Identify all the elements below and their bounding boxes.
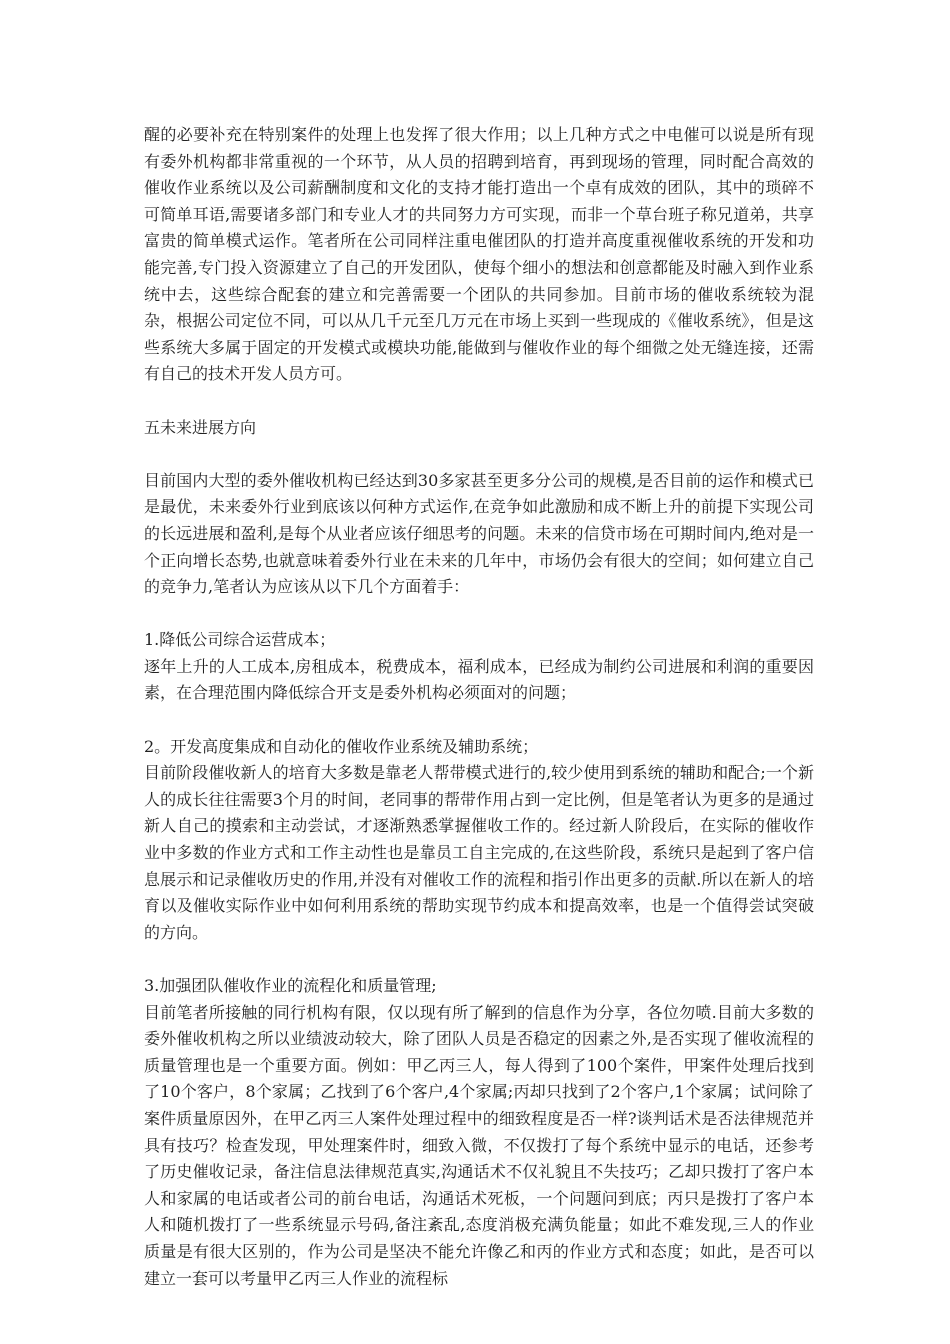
paragraph-spacer — [144, 946, 814, 973]
item-body-3: 目前笔者所接触的同行机构有限，仅以现有所了解到的信息作为分享，各位勿喷.目前大多数的委外催收机构之所以业绩波动较大，除了团队人员是否稳定的因素之外,是否实现了催收流程的质量管理也是一个重要方面。例如：甲乙丙三人，每人得到了100个案件，甲案件处理后找到了10个客户，8个家属；乙找到了6个客户,4个家属;丙却只找到了2个客户,1个家属；试问除了案件质量原因外，在甲乙丙三人案件处理过程中的细致程度是否一样?谈判话术是否法律规范并具有技巧？检查发现，甲处理案件时，细致入微，不仅拨打了每个系统中显示的电话，还参考了历史催收记录，备注信息法律规范真实,沟通话术不仅礼貌且不失技巧；乙却只拨打了客户本人和家属的电话或者公司的前台电话，沟通话术死板，一个问题问到底；丙只是拨打了客户本人和随机拨打了一些系统显示号码,备注紊乱,态度消极充满负能量；如此不难发现,三人的作业质量是有很大区别的，作为公司是坚决不能允许像乙和丙的作业方式和态度；如此，是否可以建立一套可以考量甲乙丙三人作业的流程标 — [144, 1002, 814, 1288]
body-paragraph-1: 醒的必要补充在特别案件的处理上也发挥了很大作用；以上几种方式之中电催可以说是所有现有委外机构都非常重视的一个环节，从人员的招聘到培育，再到现场的管理，同时配合高效的催收作业系统以及公司薪酬制度和文化的支持才能打造出一个卓有成效的团队，其中的琐碎不可简单耳语,需要诸多部门和专业人才的共同努力方可实现，而非一个草台班子称兄道弟，共享富贵的简单模式运作。笔者所在公司同样注重电催团队的打造并高度重视催收系统的开发和功能完善,专门投入资源建立了自己的开发团队，使每个细小的想法和创意都能及时融入到作业系统中去，这些综合配套的建立和完善需要一个团队的共同参加。目前市场的催收系统较为混杂，根据公司定位不同，可以从几千元至几万元在市场上买到一些现成的《催收系统》，但是这些系统大多属于固定的开发模式或模块功能,能做到与催收作业的每个细微之处无缝连接，还需有自己的技术开发人员方可。 — [144, 125, 814, 384]
body-paragraph-2: 目前国内大型的委外催收机构已经达到30多家甚至更多分公司的规模,是否目前的运作和模式已是最优，未来委外行业到底该以何种方式运作,在竞争如此激励和成不断上升的前提下实现公司的长远进展和盈利,是每个从业者应该仔细思考的问题。未来的信贷市场在可期时间内,绝对是一个正向增长态势,也就意味着委外行业在未来的几年中，市场仍会有很大的空间；如何建立自己的竞争力,笔者认为应该从以下几个方面着手： — [144, 470, 814, 597]
paragraph-spacer — [144, 707, 814, 734]
paragraph-spacer — [144, 441, 814, 468]
item-body-2: 目前阶段催收新人的培育大多数是靠老人帮带模式进行的,较少使用到系统的辅助和配合;一个新人的成长往往需要3个月的时间，老同事的帮带作用占到一定比例，但是笔者认为更多的是通过新人自己的摸索和主动尝试，才逐渐熟悉掌握催收工作的。经过新人阶段后，在实际的催收作业中多数的作业方式和工作主动性也是靠员工自主完成的,在这些阶段，系统只是起到了客户信息展示和记录催收历史的作用,并没有对催收工作的流程和指引作出更多的贡献.所以在新人的培育以及催收实际作业中如何利用系统的帮助实现节约成本和提高效率，也是一个值得尝试突破的方向。 — [144, 763, 814, 942]
item-heading-1: 1.降低公司综合运营成本； — [144, 630, 336, 650]
item-heading-2: 2。开发高度集成和自动化的催收作业系统及辅助系统； — [144, 736, 539, 756]
section-heading: 五未来进展方向 — [144, 417, 257, 437]
item-body-1: 逐年上升的人工成本,房租成本，税费成本，福利成本，已经成为制约公司进展和利润的重要因素，在合理范围内降低综合开支是委外机构必须面对的问题； — [144, 656, 814, 703]
item-heading-3: 3.加强团队催收作业的流程化和质量管理; — [144, 976, 437, 995]
paragraph-spacer — [144, 388, 814, 415]
paragraph-spacer — [144, 601, 814, 628]
document-page — [144, 122, 814, 1292]
